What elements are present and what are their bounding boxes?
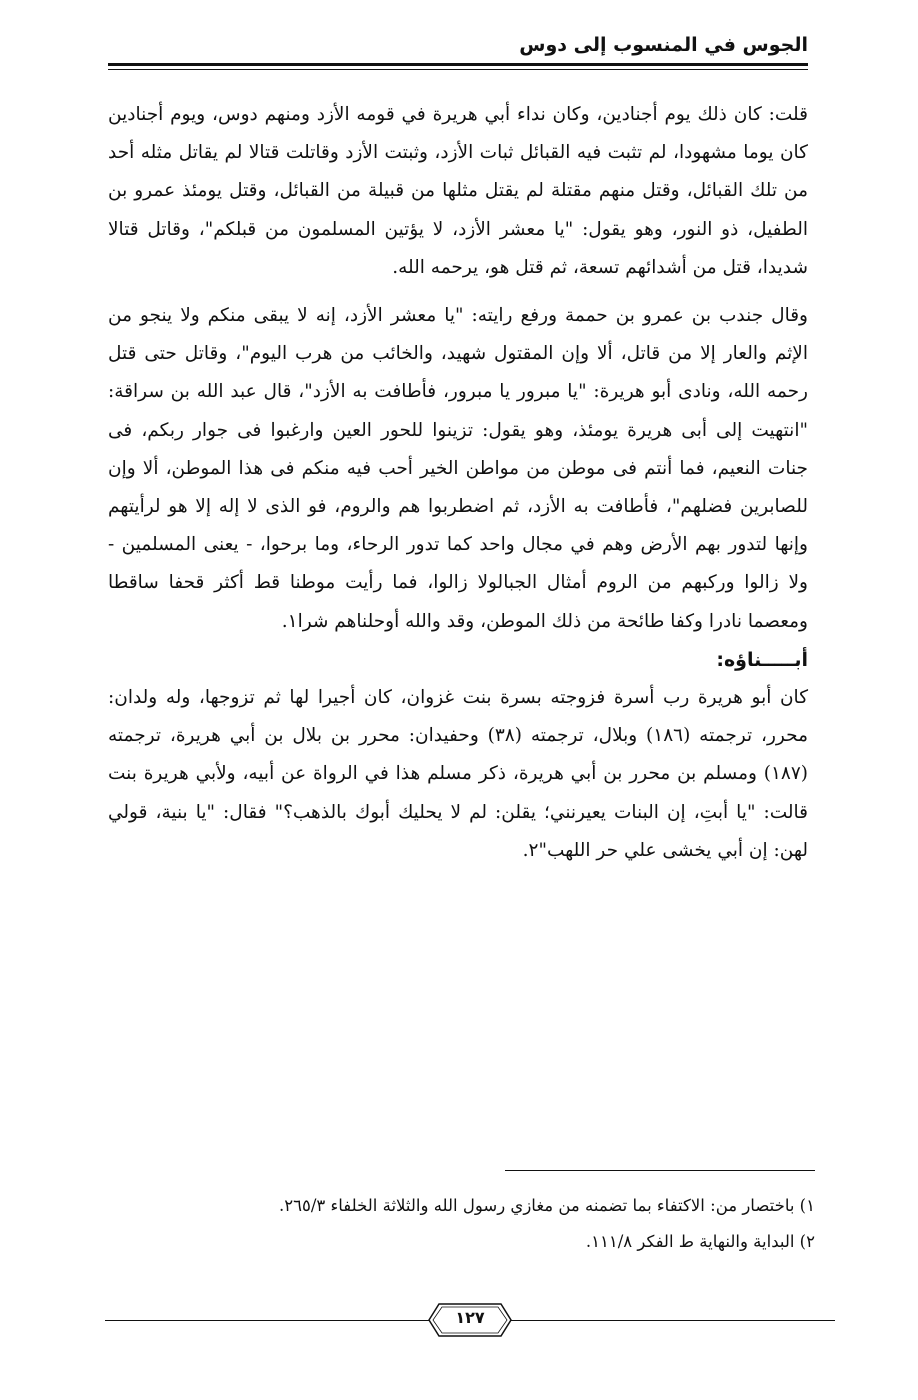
header-rule-thin (108, 69, 808, 70)
paragraph-2: وقال جندب بن عمرو بن حممة ورفع رايته: "يا معشر الأزد، إنه لا يبقى منكم ولا ينجو من الإثم والعار إلا من قاتل، ألا وإن المقتول شهيد، والخائب من هرب اليوم"، وقاتل حتى قتل رحمه الله، ونادى أبو هريرة: "يا مبرور يا مبرور، فأطافت به الأزد"، قال عبد الله بن سراقة: "انتهيت إلى أبى هريرة يومئذ، وهو يقول: تزينوا للحور العين وارغبوا فى جوار ربكم، فى جنات النعيم، فما أنتم فى موطن من مواطن الخير أحب فيه منكم فى هذا الموطن، ألا وإن للصابرين فضلهم"، فأطافت به الأزد، ثم اضطربوا هم والروم، فو الذى لا إله إلا هو لرأيتهم وإنها لتدور بهم الأرض وهم في مجال واحد كما تدور الرحاء، وما برحوا، - يعنى المسلمين - ولا زالوا وركبهم من الروم أمثال الجبالولا زالوا، فما رأيت موطنا قط أكثر قحفا ساقطا ومعصما نادرا وكفا طائحة من ذلك الموطن، وقد والله أوحلناهم شرا١. (108, 305, 808, 632)
footnotes (105, 1188, 815, 1260)
footnote-2: ٢) البداية والنهاية ط الفكر ١١١/٨. (585, 1232, 815, 1251)
page-number: ١٢٧ (455, 1308, 485, 1327)
footnote-separator (505, 1170, 815, 1171)
paragraph-3: كان أبو هريرة رب أسرة فزوجته بسرة بنت غزوان، كان أجيرا لها ثم تزوجها، وله ولدان: محرر، ترجمته (١٨٦) وبلال، ترجمته (٣٨) وحفيدان: محرر بن بلال بن أبي هريرة، ترجمته (١٨٧) ومسلم بن محرر بن أبي هريرة، ذكر مسلم هذا في الرواة عن أبيه، ولأبي هريرة بنت قالت: "يا أبتِ، إن البنات يعيرنني؛ يقلن: لم لا يحليك أبوك بالذهب؟" فقال: "يا بنية، قولي لهن: إن أبي يخشى علي حر اللهب"٢. (108, 687, 808, 861)
running-header-title: الجوس في المنسوب إلى دوس (519, 34, 808, 56)
footer-rule-left (105, 1320, 433, 1321)
header-rule-thick (108, 63, 808, 66)
footnote-1: ١) باختصار من: الاكتفاء بما تضمنه من مغازي رسول الله والثلاثة الخلفاء ٢٦٥/٣. (279, 1196, 815, 1215)
footer-rule-right (507, 1320, 835, 1321)
paragraph-1: قلت: كان ذلك يوم أجنادين، وكان نداء أبي هريرة في قومه الأزد ومنهم دوس، ويوم أجنادين كان يوما مشهودا، لم تثبت فيه القبائل ثبات الأزد، وثبتت الأزد وقاتلت قتالا لم يقاتل مثله أحد من تلك القبائل، وقتل منهم مقتلة لم يقتل مثلها من قبيلة من القبائل، وقتل يومئذ عمرو بن الطفيل، ذو النور، وهو يقول: "يا معشر الأزد، لا يؤتين المسلمون من قبلكم"، وقاتل قتالا شديدا، قتل من أشدائهم تسعة، ثم قتل هو، يرحمه الله. (108, 104, 808, 278)
section-heading-sons: أبـــــناؤه: (716, 648, 808, 671)
main-text (108, 96, 808, 870)
page-footer (105, 1300, 835, 1340)
